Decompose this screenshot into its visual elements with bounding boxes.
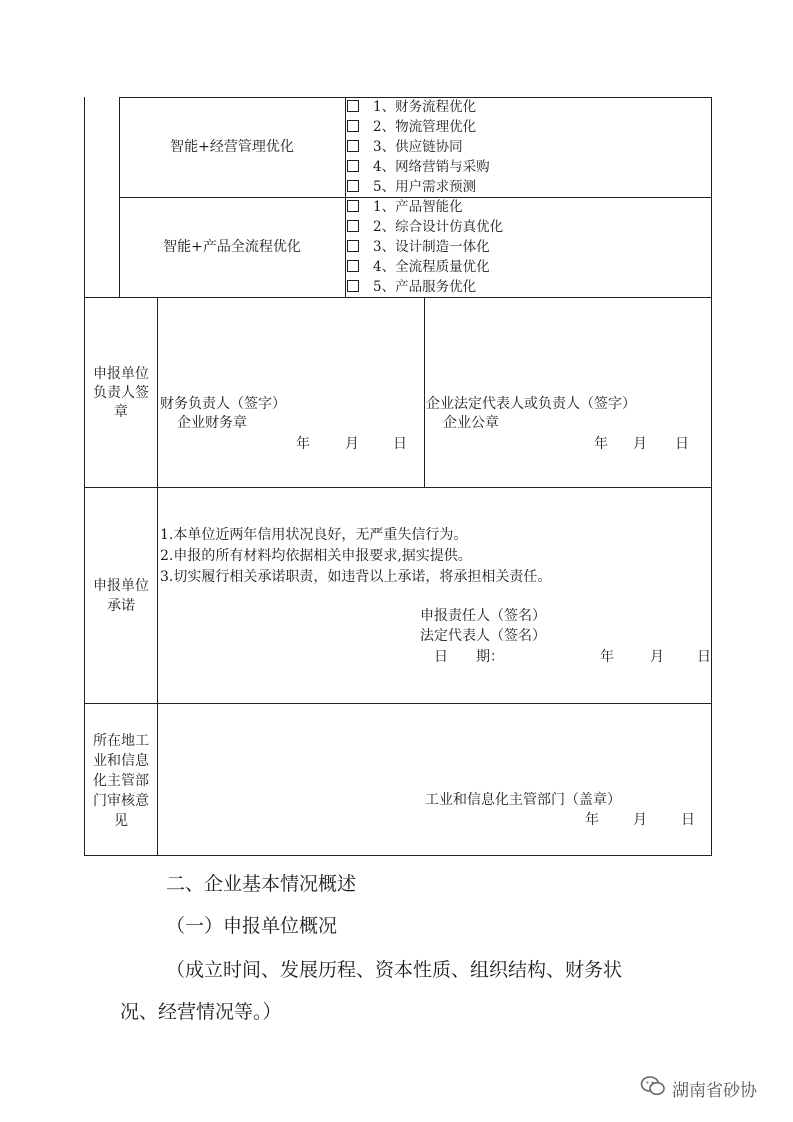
checkbox-option[interactable]: 3、供应链协同 [347, 137, 463, 157]
section-label: 智能+经营管理优化 [170, 139, 294, 155]
checkbox-icon[interactable] [347, 100, 359, 112]
body-paragraph: （成立时间、发展历程、资本性质、组织结构、财务状 [166, 959, 623, 981]
checkbox-option[interactable]: 5、产品服务优化 [347, 277, 476, 297]
date-day: 日 [675, 436, 689, 452]
date-day: 日 [393, 436, 407, 452]
review-seal: 工业和信息化主管部门（盖章） [425, 792, 621, 808]
date-year: 年 [594, 436, 608, 452]
responsible-signature: 申报责任人（签名） [420, 608, 546, 624]
checkbox-icon[interactable] [347, 240, 359, 252]
grid-line [424, 297, 425, 487]
date-day: 日 [681, 812, 695, 828]
checkbox-icon[interactable] [347, 120, 359, 132]
grid-line [84, 855, 712, 856]
checkbox-option[interactable]: 5、用户需求预测 [347, 177, 476, 197]
commitment-item: 3.切实履行相关承诺职责，如违背以上承诺，将承担相关责任。 [160, 569, 552, 585]
checkbox-option[interactable]: 1、产品智能化 [347, 197, 463, 217]
checkbox-option[interactable]: 4、全流程质量优化 [347, 257, 490, 277]
checkbox-icon[interactable] [347, 200, 359, 212]
review-label: 所在地工业和信息化主管部门审核意见 [93, 733, 149, 829]
section-label: 智能+产品全流程优化 [163, 239, 301, 255]
date-year: 年 [585, 812, 599, 828]
checkbox-option[interactable]: 2、综合设计仿真优化 [347, 217, 503, 237]
date-day: 日 [697, 649, 711, 665]
grid-line [345, 97, 346, 297]
grid-line [84, 97, 85, 856]
grid-line [84, 297, 712, 298]
date-month: 月 [650, 649, 664, 665]
checkbox-option[interactable]: 1、财务流程优化 [347, 97, 476, 117]
checkbox-icon[interactable] [347, 160, 359, 172]
checkbox-option[interactable]: 3、设计制造一体化 [347, 237, 490, 257]
legal-label: 企业法定代表人或负责人（签字） [426, 396, 636, 412]
grid-line [157, 297, 158, 856]
date-month: 月 [633, 812, 647, 828]
date-label: 日 期： [434, 649, 504, 665]
grid-line [711, 97, 712, 856]
commitment-item: 1.本单位近两年信用状况良好，无严重失信行为。 [160, 527, 468, 543]
legal-rep-signature: 法定代表人（签名） [420, 628, 546, 644]
grid-line [119, 97, 120, 297]
date-month: 月 [633, 436, 647, 452]
date-year: 年 [600, 649, 614, 665]
checkbox-icon[interactable] [347, 140, 359, 152]
checkbox-icon[interactable] [347, 260, 359, 272]
grid-line [84, 703, 712, 704]
grid-line [84, 487, 712, 488]
wechat-icon [640, 1075, 672, 1102]
date-month: 月 [345, 436, 359, 452]
checkbox-option[interactable]: 2、物流管理优化 [347, 117, 476, 137]
section-heading: 二、企业基本情况概述 [166, 873, 357, 895]
body-paragraph: 况、经营情况等。） [120, 1001, 282, 1023]
watermark [640, 1075, 757, 1102]
commitment-label: 申报单位承诺 [93, 578, 149, 614]
sub-heading: （一）申报单位概况 [166, 915, 338, 937]
legal-seal: 企业公章 [443, 415, 499, 431]
leader-sign-label: 申报单位负责人签章 [93, 366, 149, 420]
checkbox-option[interactable]: 4、网络营销与采购 [347, 157, 490, 177]
finance-label: 财务负责人（签字） [160, 396, 286, 412]
watermark-text: 湖南省砂协 [672, 1081, 757, 1101]
finance-seal: 企业财务章 [177, 415, 247, 431]
date-year: 年 [296, 436, 310, 452]
commitment-item: 2.申报的所有材料均依据相关申报要求,据实提供。 [160, 548, 472, 564]
checkbox-icon[interactable] [347, 180, 359, 192]
checkbox-icon[interactable] [347, 220, 359, 232]
checkbox-icon[interactable] [347, 280, 359, 292]
